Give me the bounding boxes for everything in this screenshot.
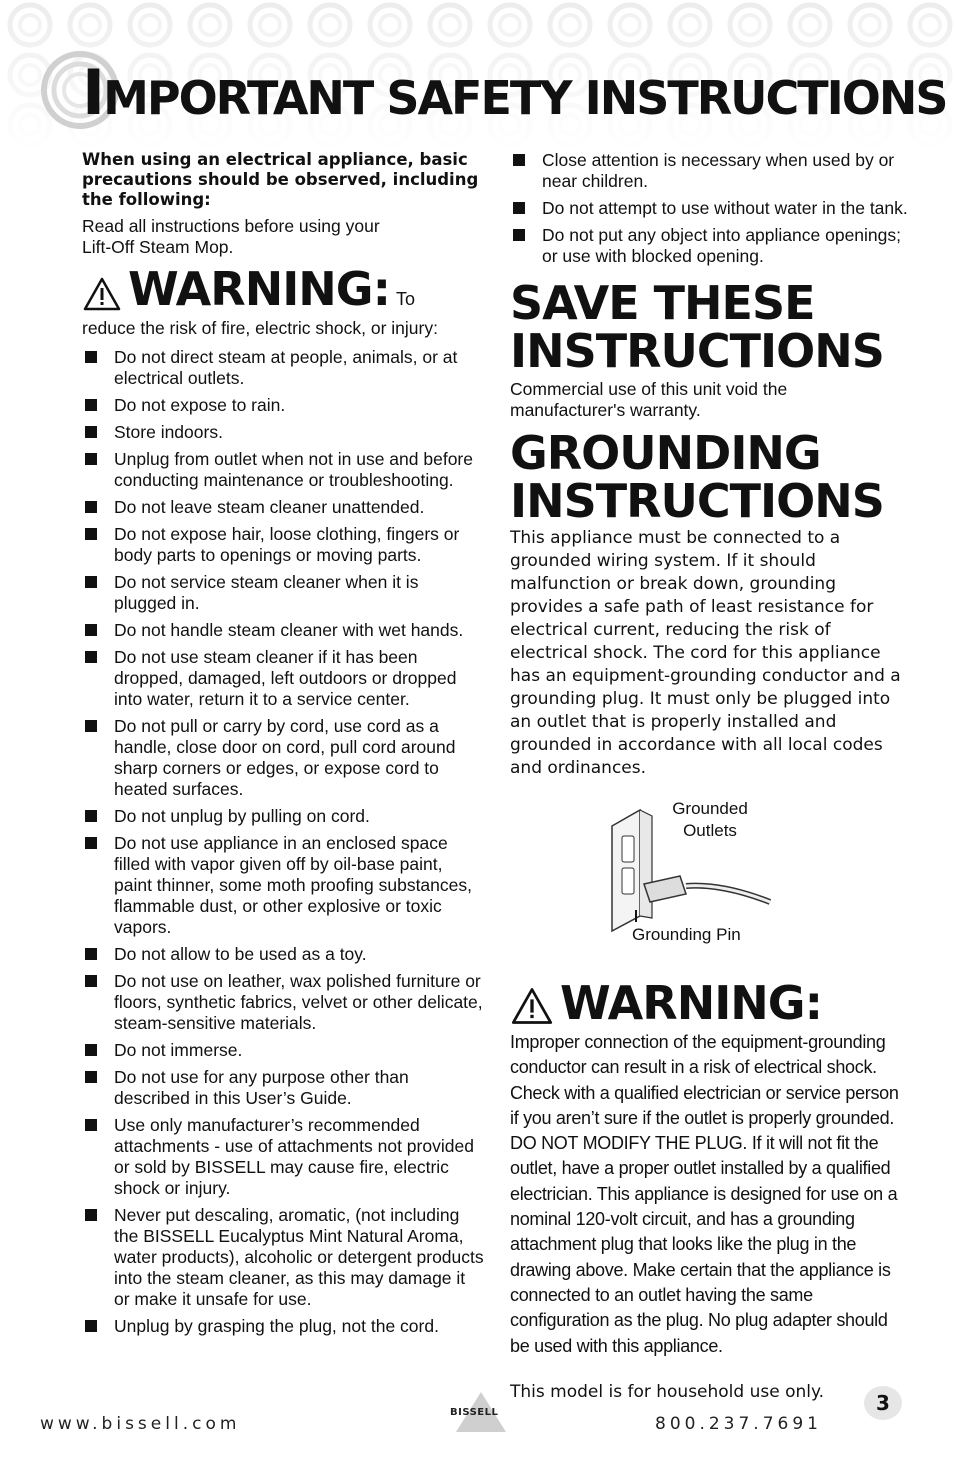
grounded-outlets-label: Grounded Outlets [672, 799, 748, 840]
list-item: Do not leave steam cleaner unattended. [82, 497, 484, 518]
intro-text: Read all instructions before using your Lift-Off Steam Mop. [82, 216, 380, 257]
left-warning-lead: reduce the risk of fire, electric shock, or injury: [82, 318, 438, 338]
right-warning-text: Improper connection of the equipment-grounding conductor can result in a risk of electrical shock. Check with a qualified electrician or service person if you aren’t sure if the outlet is properly grounded. DO NOT MODIFY THE PLUG. If it will not fit the outlet, have a proper outlet installed by a qualified electrician. This appliance is designed for use on a nominal 120-volt circuit, and has a grounding attachment plug that looks like the plug in the drawing above. Make certain that the appliance is connected to an outlet having the same configuration as the plug. No plug adapter should be used with this appliance. [510, 1032, 899, 1356]
page-title [82, 56, 947, 129]
left-warning-word: WARNING: [128, 262, 390, 316]
list-item: Do not attempt to use without water in the tank. [510, 198, 910, 219]
list-item: Do not direct steam at people, animals, or at electrical outlets. [82, 347, 484, 389]
intro-bold-text: When using an electrical appliance, basic precautions should be observed, including the following: [82, 150, 479, 209]
right-warning-heading [510, 976, 910, 1030]
page-title-initial: I [82, 56, 104, 129]
bissell-logo [448, 1390, 514, 1434]
right-safety-list [510, 150, 910, 267]
list-item: Do not use on leather, wax polished furniture or floors, synthetic fabrics, velvet or other delicate, steam-sensitive materials. [82, 971, 484, 1034]
list-item: Do not service steam cleaner when it is plugged in. [82, 572, 484, 614]
bissell-logo-text: BISSELL [450, 1407, 499, 1418]
list-item: Use only manufacturer’s recommended attachments - use of attachments not provided or sold by BISSELL may cause fire, electric shock or injury. [82, 1115, 484, 1199]
commercial-use-text: Commercial use of this unit void the manufacturer's warranty. [510, 379, 788, 420]
list-item: Close attention is necessary when used by or near children. [510, 150, 910, 192]
list-item: Do not use appliance in an enclosed space filled with vapor given off by oil-base paint, paint thinner, some moth proofing substances, flammable dust, or other explosive or toxic vapors. [82, 833, 484, 938]
list-item: Do not expose to rain. [82, 395, 484, 416]
right-warning-word: WARNING: [560, 976, 822, 1030]
list-item: Do not use for any purpose other than described in this User’s Guide. [82, 1067, 484, 1109]
left-column [82, 150, 484, 1343]
list-item: Store indoors. [82, 422, 484, 443]
right-column [510, 150, 910, 1359]
left-warning-to: To [395, 289, 415, 309]
warning-triangle-icon [82, 276, 122, 312]
footer-phone: 800.237.7691 [655, 1414, 822, 1434]
list-item: Do not handle steam cleaner with wet hands. [82, 620, 484, 641]
warning-triangle-icon [510, 986, 554, 1026]
list-item: Do not unplug by pulling on cord. [82, 806, 484, 827]
page-number: 3 [864, 1386, 902, 1420]
list-item: Unplug by grasping the plug, not the cord. [82, 1316, 484, 1337]
grounding-instructions-heading: GROUNDING INSTRUCTIONS [510, 426, 884, 528]
list-item: Do not put any object into appliance openings; or use with blocked opening. [510, 225, 910, 267]
page-title-rest: MPORTANT SAFETY INSTRUCTIONS [103, 71, 947, 125]
household-use-text: This model is for household use only. [510, 1382, 825, 1402]
grounding-pin-label: Grounding Pin [632, 925, 741, 944]
list-item: Do not use steam cleaner if it has been dropped, damaged, left outdoors or dropped into water, return it to a service center. [82, 647, 484, 710]
list-item: Do not pull or carry by cord, use cord as a handle, close door on cord, pull cord around sharp corners or edges, or expose cord to heated surfaces. [82, 716, 484, 800]
grounding-text: This appliance must be connected to a grounded wiring system. If it should malfunction or break down, grounding provides a safe path of least resistance for electrical current, reducing the risk of electrical shock. The cord for this appliance has an equipment-grounding conductor and a grounding plug. It must only be plugged into an outlet that is properly installed and grounded in accordance with all local codes and ordinances. [510, 528, 901, 778]
list-item: Do not allow to be used as a toy. [82, 944, 484, 965]
list-item: Never put descaling, aromatic, (not including the BISSELL Eucalyptus Mint Natural Aroma, water products), alcoholic or detergent products into the steam cleaner, as this may damage it or make it unsafe for use. [82, 1205, 484, 1310]
grounded-outlet-figure [510, 798, 910, 958]
list-item: Unplug from outlet when not in use and before conducting maintenance or troubleshooting. [82, 449, 484, 491]
left-warning-heading [82, 262, 484, 316]
footer-website: www.bissell.com [40, 1414, 241, 1434]
list-item: Do not immerse. [82, 1040, 484, 1061]
left-safety-list [82, 347, 484, 1337]
list-item: Do not expose hair, loose clothing, fingers or body parts to openings or moving parts. [82, 524, 484, 566]
save-instructions-heading: SAVE THESE INSTRUCTIONS [510, 276, 884, 378]
